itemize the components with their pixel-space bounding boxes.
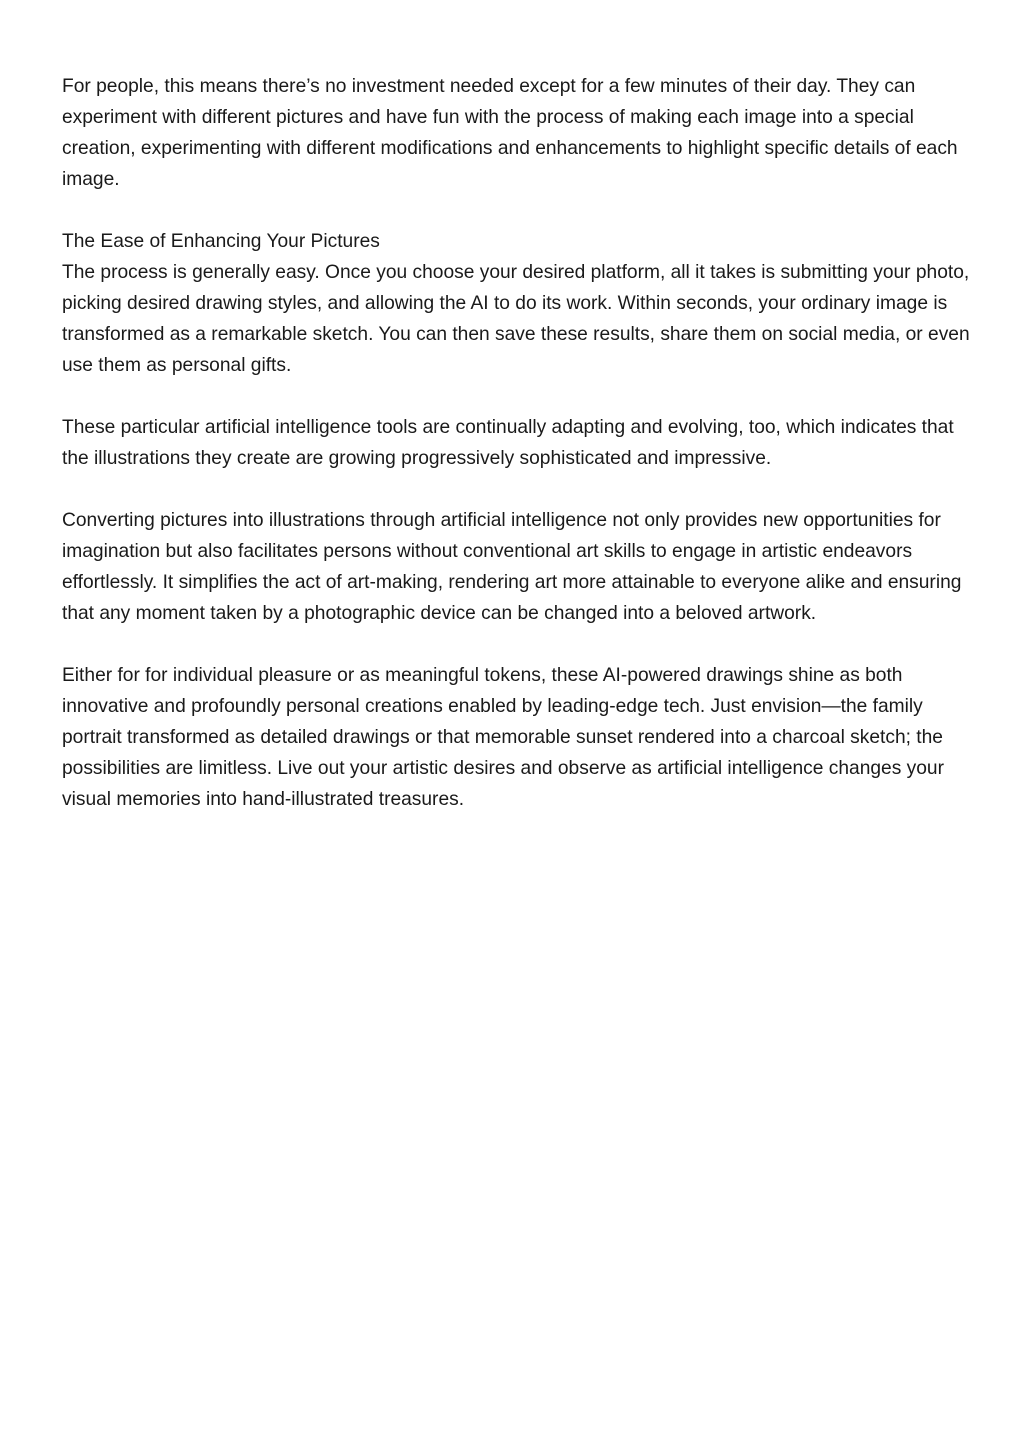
- paragraph-ease-body: The process is generally easy. Once you choose your desired platform, all it takes is submitting your photo, picking desired drawing styles, and allowing the AI to do its work. Within seconds, your ordinary image is transformed as a remarkable sketch. You can then save these results, share them on social media, or even use them as personal gifts.: [62, 262, 970, 376]
- document-body: [62, 71, 977, 846]
- paragraph-intro: For people, this means there’s no investment needed except for a few minutes of their day. They can experiment with different pictures and have fun with the process of making each image into a special creation, experimenting with different modifications and enhancements to highlight specific details of each image.: [62, 76, 958, 190]
- section-heading: The Ease of Enhancing Your Pictures: [62, 231, 380, 252]
- paragraph-evolving: These particular artificial intelligence tools are continually adapting and evolving, too, which indicates that the illustrations they create are growing progressively sophisticated and impressive.: [62, 417, 954, 469]
- paragraph-either: Either for for individual pleasure or as meaningful tokens, these AI-powered drawings shine as both innovative and profoundly personal creations enabled by leading-edge tech. Just envision—the family portrait transformed as detailed drawings or that memorable sunset rendered into a charcoal sketch; the possibilities are limitless. Live out your artistic desires and observe as artificial intelligence changes your visual memories into hand-illustrated treasures.: [62, 665, 944, 810]
- paragraph-converting: Converting pictures into illustrations through artificial intelligence not only provides new opportunities for imagination but also facilitates persons without conventional art skills to engage in artistic endeavors effortlessly. It simplifies the act of art-making, rendering art more attainable to everyone alike and ensuring that any moment taken by a photographic device can be changed into a beloved artwork.: [62, 510, 962, 624]
- section-ease: [62, 226, 977, 381]
